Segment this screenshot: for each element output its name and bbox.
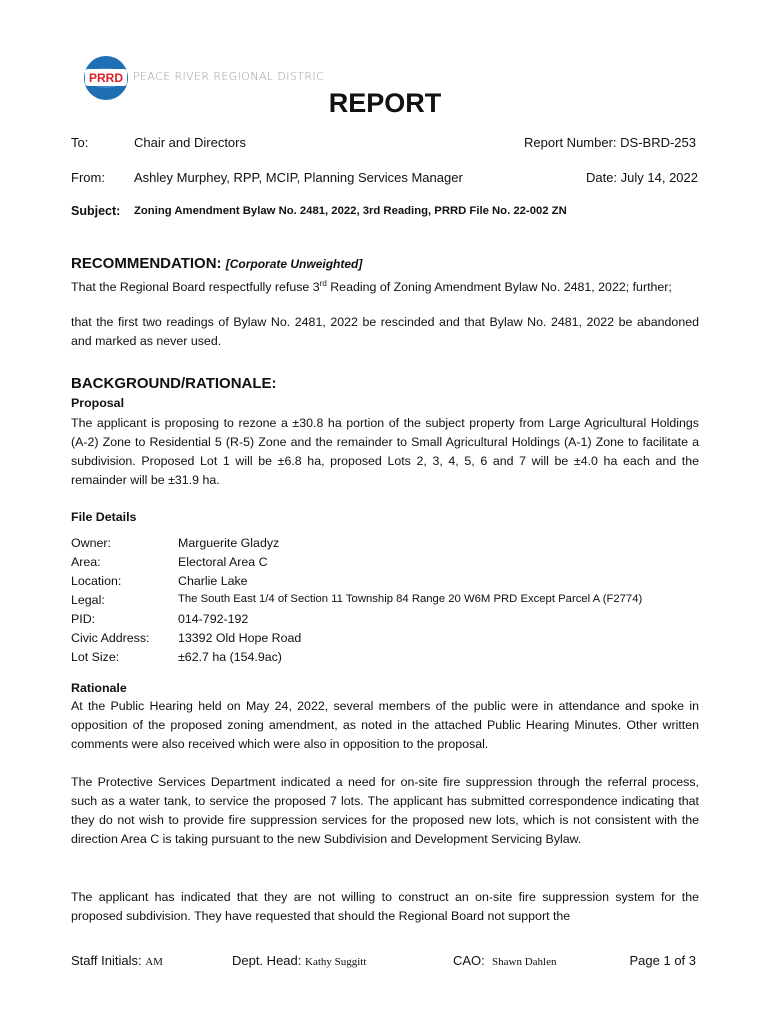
report-title: REPORT bbox=[328, 88, 442, 118]
background-heading: BACKGROUND/RATIONALE: bbox=[71, 375, 277, 392]
proposal-heading: Proposal bbox=[71, 396, 125, 410]
file-detail-row: Owner: Marguerite Gladyz bbox=[71, 536, 280, 550]
rationale-paragraph-2: The Protective Services Department indicated a need for on-site fire suppression through the referral process, such as a water tank, to service the proposed 7 lots. The applicant has submitted correspondence indicating that they do not wish to provide fire suppression services for the proposed new lots, which is not consistent with the direction Area C is taking pursuant to the new Subdivision and Development Servicing Bylaw. bbox=[71, 775, 699, 846]
staff-initials: Staff Initials: AM bbox=[71, 953, 163, 968]
to-label: To: bbox=[71, 135, 89, 150]
file-details-heading: File Details bbox=[71, 510, 137, 524]
organization-name: PEACE RIVER REGIONAL DISTRIC bbox=[133, 70, 325, 83]
subject-value: Zoning Amendment Bylaw No. 2481, 2022, 3rd Reading, PRRD File No. 22-002 ZN bbox=[134, 205, 567, 217]
file-detail-row: Location: Charlie Lake bbox=[71, 574, 248, 588]
cao: CAO: Shawn Dahlen bbox=[453, 953, 557, 968]
from-label: From: bbox=[71, 170, 105, 185]
from-value: Ashley Murphey, RPP, MCIP, Planning Services Manager bbox=[134, 170, 463, 185]
recommendation-paragraph-1: That the Regional Board respectfully refuse 3rd Reading of Zoning Amendment Bylaw No. 2481, 2022; further; bbox=[71, 279, 672, 295]
rationale-paragraph-3: The applicant has indicated that they are not willing to construct an on-site fire suppression system for the proposed subdivision. They have requested that should the Regional Board not support the bbox=[71, 890, 699, 923]
recommendation-heading bbox=[71, 255, 362, 272]
recommendation-title: RECOMMENDATION: bbox=[71, 255, 222, 272]
file-detail-row: Lot Size: ±62.7 ha (154.9ac) bbox=[71, 650, 282, 664]
report-date: Date: July 14, 2022 bbox=[585, 170, 698, 185]
file-detail-row: Civic Address: 13392 Old Hope Road bbox=[71, 631, 302, 645]
dept-head: Dept. Head: Kathy Suggitt bbox=[232, 953, 367, 968]
report-number: Report Number: DS-BRD-253 bbox=[524, 135, 696, 150]
file-detail-row: Area: Electoral Area C bbox=[71, 555, 268, 569]
recommendation-tag: [Corporate Unweighted] bbox=[225, 257, 363, 271]
subject-label: Subject: bbox=[71, 204, 121, 218]
proposal-paragraph: The applicant is proposing to rezone a ±30.8 ha portion of the subject property from Large Agricultural Holdings (A-2) Zone to Residential 5 (R-5) Zone and the remainder to Small Agricultural Holdings (A-1) Zone to facilitate a subdivision. Proposed Lot 1 will be ±6.8 ha, proposed Lots 2, 3, 4, 5, 6 and 7 will be ±4.0 ha each and the remainder will be ±31.9 ha. bbox=[71, 416, 699, 487]
page-number: Page 1 of 3 bbox=[629, 953, 696, 968]
file-details-list bbox=[71, 536, 642, 669]
logo-text: PRRD bbox=[88, 71, 124, 85]
to-value: Chair and Directors bbox=[134, 135, 246, 150]
rationale-heading: Rationale bbox=[71, 681, 127, 695]
rationale-paragraph-1: At the Public Hearing held on May 24, 2022, several members of the public were in attendance and spoke in opposition of the proposed zoning amendment, as noted in the attached Public Hearing Minutes. Other written comments were also received which were also in opposition to the proposal. bbox=[71, 699, 699, 751]
file-detail-row: PID: 014-792-192 bbox=[71, 612, 249, 626]
recommendation-paragraph-2: that the first two readings of Bylaw No. 2481, 2022 be rescinded and that Bylaw No. 2481, 2022 be abandoned and marked as never used. bbox=[71, 315, 699, 348]
file-detail-row: Legal: The South East 1/4 of Section 11 Township 84 Range 20 W6M PRD Except Parcel A (F2774) bbox=[71, 593, 643, 607]
